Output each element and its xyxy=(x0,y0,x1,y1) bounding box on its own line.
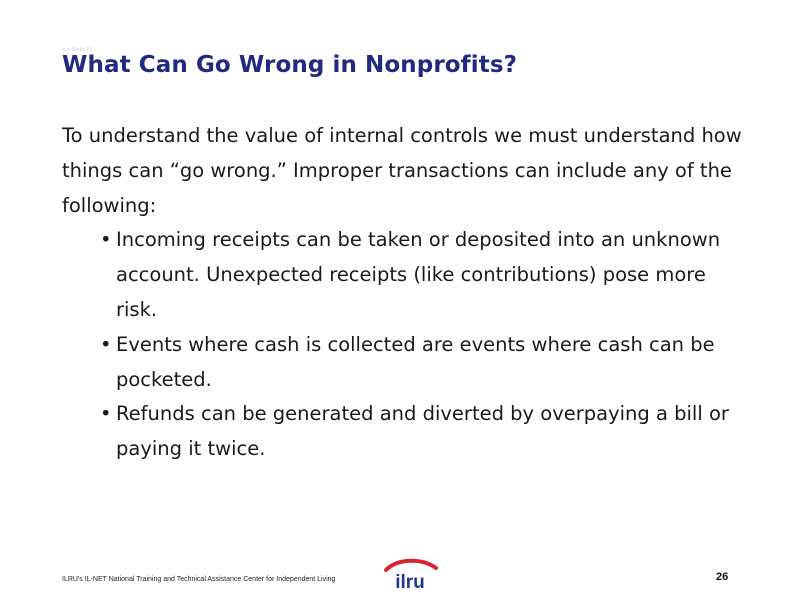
bullet-dot-icon: • xyxy=(100,332,112,356)
bullet-list xyxy=(62,223,752,467)
bullet-item xyxy=(100,328,752,398)
footer-org-text: ILRU's IL-NET National Training and Technical Assistance Center for Independent Living xyxy=(62,576,336,583)
bullet-text: Events where cash is collected are events where cash can be pocketed. xyxy=(116,332,715,391)
slide-title: What Can Go Wrong in Nonprofits? xyxy=(62,52,518,78)
logo-text: ilru xyxy=(395,572,425,592)
intro-paragraph: To understand the value of internal controls we must understand how things can “go wrong.” Improper transactions can include any of the following: xyxy=(62,124,742,217)
bullet-dot-icon: • xyxy=(100,228,112,252)
bullet-item xyxy=(100,223,752,327)
page-number: 26 xyxy=(716,571,729,583)
slide-tag: > > Slide 26 xyxy=(62,47,93,53)
slide-body xyxy=(62,119,752,467)
logo-swoosh xyxy=(386,561,436,570)
ilru-logo xyxy=(380,556,440,592)
bullet-text: Incoming receipts can be taken or deposited into an unknown account. Unexpected receipts (like contributions) pose more risk. xyxy=(116,228,721,321)
bullet-item xyxy=(100,397,752,467)
bullet-text: Refunds can be generated and diverted by overpaying a bill or paying it twice. xyxy=(116,402,729,461)
bullet-dot-icon: • xyxy=(100,402,112,426)
